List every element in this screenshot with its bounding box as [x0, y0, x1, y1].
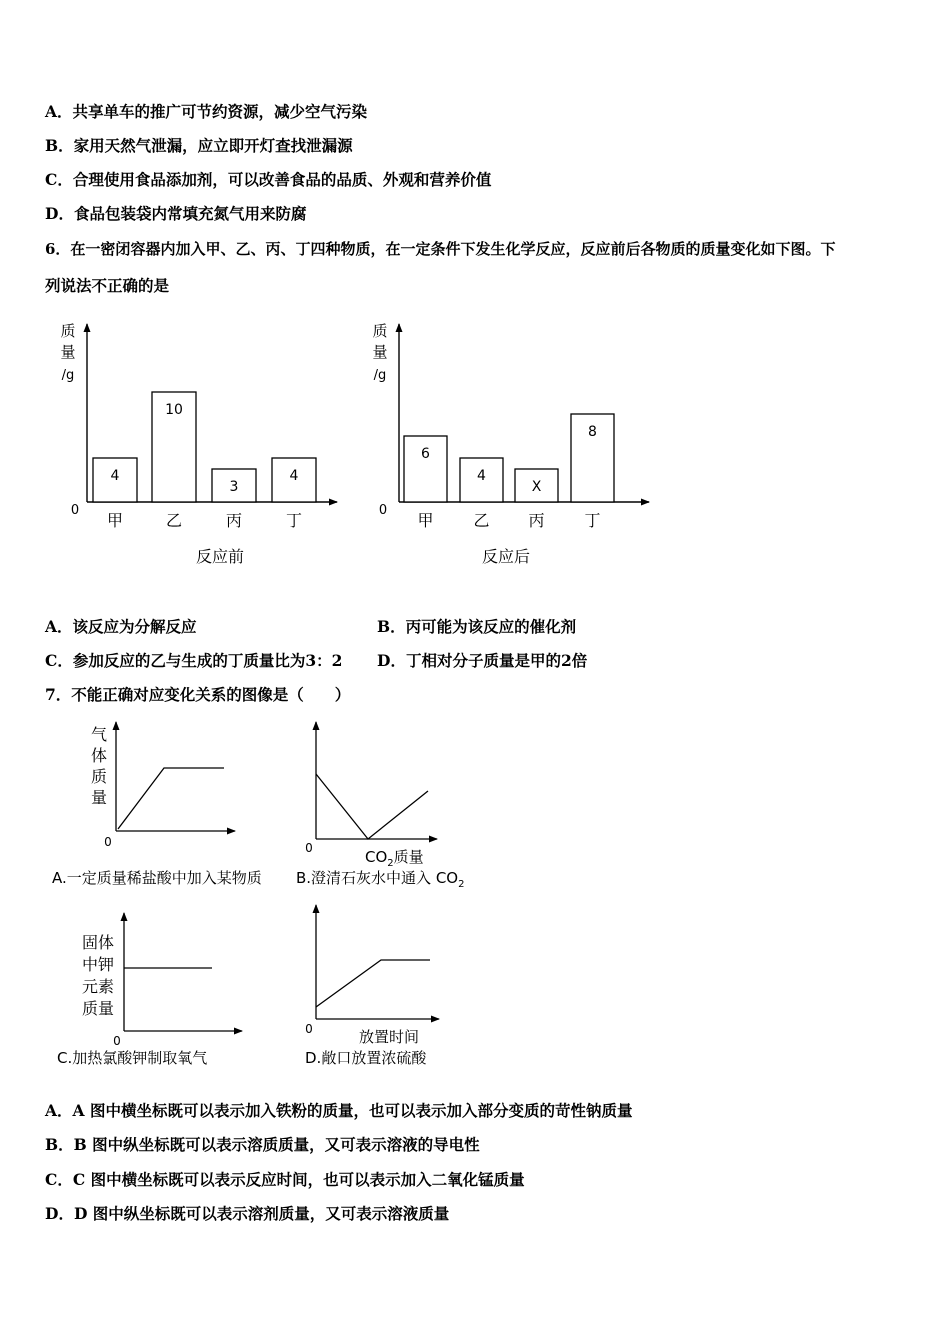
graph-b [296, 722, 464, 890]
graph-b-xlabel: $CO_2$质量 [365, 848, 424, 869]
graph-b-origin: 0 [305, 841, 313, 855]
chart2-value-label-2: 4 [477, 468, 486, 484]
graph-a-curve [118, 768, 224, 829]
chart1-ylabel-2: 量 [60, 343, 76, 361]
chart1-value-label-2: 10 [165, 402, 183, 418]
chart1-value-label-1: 4 [110, 468, 120, 484]
q5-option-d: D．食品包装袋内常填充氮气用来防腐 [45, 204, 307, 223]
q5-option-c: C．合理使用食品添加剂，可以改善食品的品质、外观和营养价值 [45, 170, 492, 189]
q6-stem-line2: 列说法不正确的是 [45, 276, 170, 295]
q6-option-c: C．参加反应的乙与生成的丁质量比为3：2 [45, 651, 343, 670]
chart1-category-4: 丁 [285, 511, 303, 530]
graph-a-origin: 0 [104, 835, 112, 849]
chart1-origin: 0 [70, 503, 80, 518]
graph-a-ylabel-4: 量 [90, 788, 108, 807]
q7-option-d: D．D 图中纵坐标既可以表示溶剂质量，又可表示溶液质量 [45, 1204, 450, 1223]
q6-option-b: B．丙可能为该反应的催化剂 [377, 617, 577, 636]
chart2-ylabel-1: 质 [372, 322, 388, 340]
graph-c-caption: C.加热氯酸钾制取氧气 [57, 1049, 208, 1067]
graph-c-ylabel-2: 中钾 [81, 955, 115, 974]
graph-c-ylabel-3: 元素 [81, 977, 115, 996]
q6-option-d: D．丁相对分子质量是甲的2倍 [377, 651, 588, 670]
q6-option-a: A．该反应为分解反应 [45, 617, 197, 636]
graph-d-origin: 0 [305, 1022, 313, 1036]
chart1-ylabel-3: /g [61, 368, 75, 383]
chart1-category-2: 乙 [165, 511, 183, 530]
chart1-category-1: 甲 [106, 511, 124, 530]
graph-d-xlabel: 放置时间 [359, 1028, 420, 1046]
q7-stem: 7．不能正确对应变化关系的图像是（ ） [45, 685, 351, 704]
chart2-ylabel-2: 量 [372, 343, 388, 361]
chart2-ylabel-3: /g [373, 368, 387, 383]
chart2-value-label-3: X [531, 479, 542, 495]
chart1-ylabel-1: 质 [60, 322, 76, 340]
graph-d-caption: D.敞口放置浓硫酸 [305, 1049, 427, 1067]
graph-a [52, 722, 262, 887]
graph-d [305, 905, 439, 1067]
chart1-title: 反应前 [195, 547, 245, 566]
chart1-value-label-3: 3 [229, 479, 239, 495]
graph-a-caption: A.一定质量稀盐酸中加入某物质 [52, 869, 262, 887]
graph-b-caption: B.澄清石灰水中通入 $CO_2$ [296, 869, 465, 890]
graph-c-origin: 0 [113, 1034, 121, 1048]
q5-option-b: B．家用天然气泄漏，应立即开灯查找泄漏源 [45, 136, 353, 155]
chart2-value-label-4: 8 [588, 424, 597, 440]
graph-a-ylabel-2: 体 [90, 746, 108, 765]
graph-a-ylabel-1: 气 [90, 725, 108, 744]
chart2-category-4: 丁 [584, 511, 601, 530]
q6-stem-line1: 6．在一密闭容器内加入甲、乙、丙、丁四种物质，在一定条件下发生化学反应，反应前后各物质的质量变化如下图。下 [45, 240, 836, 258]
graph-b-curve [316, 774, 428, 839]
chart1-value-label-4: 4 [289, 468, 299, 484]
q7-option-a: A．A 图中横坐标既可以表示加入铁粉的质量，也可以表示加入部分变质的苛性钠质量 [45, 1101, 633, 1120]
chart2-category-3: 丙 [528, 511, 545, 530]
graph-a-ylabel-3: 质 [90, 767, 108, 786]
q7-option-c: C．C 图中横坐标既可以表示反应时间，也可以表示加入二氧化锰质量 [45, 1170, 525, 1189]
graph-c-ylabel-1: 固体 [81, 933, 115, 952]
chart1-category-3: 丙 [225, 511, 243, 530]
graph-c-ylabel-4: 质量 [81, 999, 115, 1018]
chart2-origin: 0 [378, 503, 388, 518]
graph-d-curve [316, 960, 430, 1007]
chart2-category-2: 乙 [473, 511, 490, 530]
q5-option-a: A．共享单车的推广可节约资源，减少空气污染 [45, 102, 368, 121]
q7-option-b: B．B 图中纵坐标既可以表示溶质质量，又可表示溶液的导电性 [45, 1135, 480, 1154]
chart2-value-label-1: 6 [421, 446, 430, 462]
graph-c [57, 913, 242, 1067]
chart2-category-1: 甲 [417, 511, 434, 530]
chart2-title: 反应后 [481, 547, 531, 566]
